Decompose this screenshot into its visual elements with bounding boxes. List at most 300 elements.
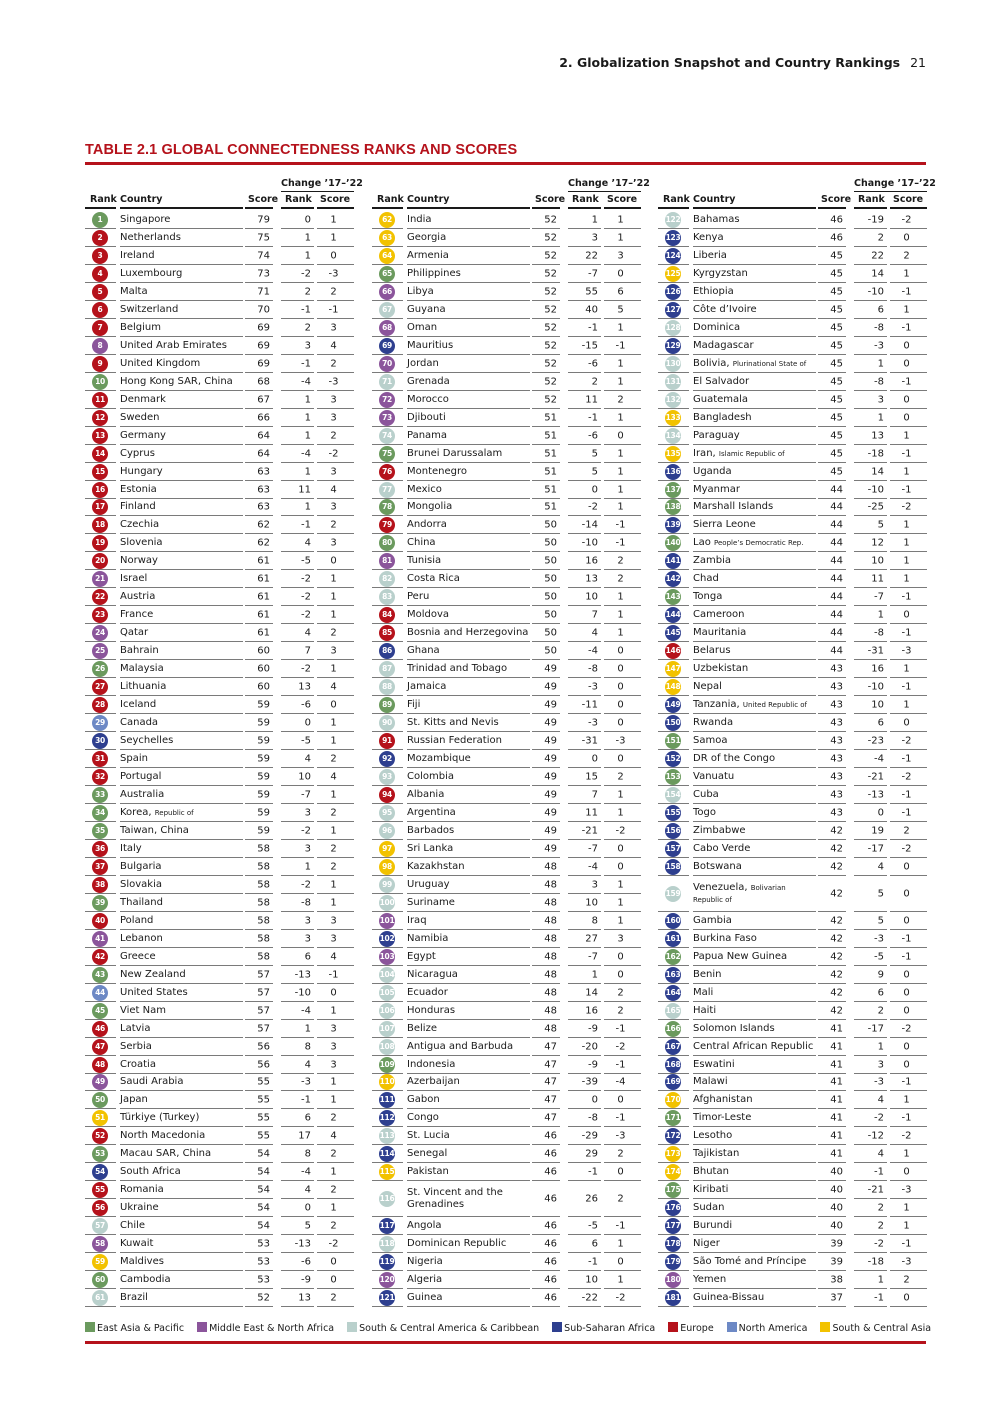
score-value: 52 [544, 286, 557, 298]
table-row [372, 283, 641, 301]
table-row [85, 211, 354, 229]
score-change-value: 1 [330, 897, 337, 909]
country-name: Antigua and Barbuda [407, 1040, 514, 1052]
score-change-value: 1 [330, 573, 337, 585]
score-change-value: 1 [617, 232, 624, 244]
rank-badge: 20 [92, 553, 108, 569]
country-name: Pakistan [407, 1166, 449, 1178]
country-name: France [120, 609, 154, 621]
country-name: Slovakia [120, 878, 162, 890]
score-value: 49 [544, 753, 557, 765]
table-row [85, 714, 354, 732]
rank-change-value: 6 [304, 951, 311, 963]
score-value: 54 [257, 1184, 270, 1196]
rank-badge: 99 [379, 877, 395, 893]
rank-badge: 38 [92, 877, 108, 893]
score-change-value: 1 [330, 214, 337, 226]
rank-change-value: -10 [294, 987, 311, 999]
score-change-value: 2 [903, 1274, 910, 1286]
score-value: 71 [257, 286, 270, 298]
score-change-value: 1 [617, 915, 624, 927]
rank-change-value: 1 [304, 501, 311, 513]
score-change-value: 0 [903, 1059, 910, 1071]
score-value: 59 [257, 699, 270, 711]
rank-change-value: 0 [304, 1202, 311, 1214]
table-row [372, 894, 641, 912]
table-row [372, 391, 641, 409]
rank-badge: 173 [665, 1146, 681, 1162]
country-name: DR of the Congo [693, 753, 776, 765]
rank-badge: 155 [665, 805, 681, 821]
table-row [85, 319, 354, 337]
change-score-header: Score [320, 194, 351, 205]
country-header: Country [120, 194, 163, 205]
rank-change-value: 2 [877, 1005, 884, 1017]
country-name: Korea, Republic of [120, 806, 194, 818]
score-value: 41 [830, 1094, 843, 1106]
country-name: Cuba [693, 788, 719, 800]
country-name: Niger [693, 1238, 720, 1250]
table-row [658, 337, 927, 355]
rank-change-value: 3 [304, 843, 311, 855]
table-row [85, 1199, 354, 1217]
rank-badge: 47 [92, 1039, 108, 1055]
row-rule [317, 1306, 354, 1307]
table-row [85, 624, 354, 642]
country-name: India [407, 213, 432, 225]
score-change-value: -1 [901, 484, 912, 496]
country-name: Latvia [120, 1022, 151, 1034]
rank-change-value: -2 [301, 573, 311, 585]
score-value: 57 [257, 987, 270, 999]
score-value: 51 [544, 448, 557, 460]
rank-badge: 7 [92, 320, 108, 336]
rank-change-value: -21 [867, 1184, 884, 1196]
score-value: 55 [257, 1130, 270, 1142]
score-change-value: 2 [330, 1220, 337, 1232]
table-row [85, 930, 354, 948]
country-name: United Arab Emirates [120, 339, 228, 351]
score-change-value: 0 [903, 1166, 910, 1178]
country-name: Morocco [407, 393, 449, 405]
rank-change-value: 0 [591, 753, 598, 765]
country-name: Iran, Islamic Republic of [693, 447, 785, 459]
rank-badge: 177 [665, 1218, 681, 1234]
score-value: 47 [544, 1112, 557, 1124]
rank-badge: 110 [379, 1074, 395, 1090]
score-value: 45 [830, 412, 843, 424]
rank-change-value: 4 [304, 627, 311, 639]
rank-change-value: 2 [877, 1220, 884, 1232]
rank-badge: 118 [379, 1236, 395, 1252]
score-value: 61 [257, 591, 270, 603]
rank-badge: 170 [665, 1092, 681, 1108]
rank-change-value: 14 [585, 987, 598, 999]
rank-change-value: 3 [304, 340, 311, 352]
score-change-value: -3 [901, 1184, 912, 1196]
table-row [658, 714, 927, 732]
rank-badge: 27 [92, 679, 108, 695]
rank-change-value: -17 [867, 843, 884, 855]
table-row [85, 373, 354, 391]
country-name: Japan [120, 1094, 148, 1106]
score-value: 60 [257, 645, 270, 657]
table-row [372, 948, 641, 966]
rank-badge: 172 [665, 1128, 681, 1144]
table-row [658, 229, 927, 247]
score-value: 50 [544, 645, 557, 657]
score-change-value: 2 [617, 771, 624, 783]
rank-badge: 136 [665, 464, 681, 480]
score-change-value: -3 [615, 1130, 626, 1142]
rank-change-value: 4 [877, 1094, 884, 1106]
table-row [372, 373, 641, 391]
rank-change-value: 1 [304, 861, 311, 873]
score-value: 50 [544, 573, 557, 585]
country-name: Hong Kong SAR, China [120, 375, 233, 387]
rank-badge: 23 [92, 607, 108, 623]
rank-change-value: 1 [877, 609, 884, 621]
score-change-value: 1 [330, 663, 337, 675]
country-name: Vanuatu [693, 771, 735, 783]
rank-badge: 69 [379, 338, 395, 354]
rank-badge: 98 [379, 859, 395, 875]
rank-badge: 123 [665, 230, 681, 246]
rank-change-value: 1 [591, 969, 598, 981]
country-name: Seychelles [120, 735, 174, 747]
rank-change-value: -7 [874, 591, 884, 603]
rank-badge: 149 [665, 697, 681, 713]
score-change-value: 0 [330, 250, 337, 262]
score-value: 51 [544, 484, 557, 496]
rank-change-value: -12 [867, 1130, 884, 1142]
rank-badge: 116 [379, 1191, 395, 1207]
score-value: 49 [544, 699, 557, 711]
table-row [372, 1235, 641, 1253]
rank-change-value: -8 [588, 1112, 598, 1124]
country-name: Liberia [693, 249, 727, 261]
table-row [372, 1289, 641, 1307]
table-row [85, 1109, 354, 1127]
rank-change-value: -2 [301, 663, 311, 675]
country-name: Panama [407, 429, 448, 441]
rank-badge: 126 [665, 284, 681, 300]
score-value: 45 [830, 340, 843, 352]
score-value: 42 [830, 951, 843, 963]
score-change-value: 0 [903, 987, 910, 999]
rank-change-value: 1 [304, 232, 311, 244]
country-name: Guatemala [693, 393, 749, 405]
score-value: 49 [544, 717, 557, 729]
score-change-value: 0 [903, 609, 910, 621]
rank-change-value: -8 [301, 897, 311, 909]
table-row [85, 499, 354, 517]
table-row [658, 948, 927, 966]
score-value: 47 [544, 1059, 557, 1071]
table-row [658, 1289, 927, 1307]
rank-badge: 35 [92, 823, 108, 839]
rank-change-value: 26 [585, 1193, 598, 1205]
country-name: Czechia [120, 519, 160, 531]
row-rule [372, 1306, 403, 1307]
rank-change-value: -2 [874, 1112, 884, 1124]
score-value: 51 [544, 501, 557, 513]
score-change-value: 3 [330, 412, 337, 424]
rank-change-value: 10 [871, 699, 884, 711]
score-value: 75 [257, 232, 270, 244]
table-row [658, 552, 927, 570]
rank-badge: 107 [379, 1021, 395, 1037]
rank-badge: 120 [379, 1272, 395, 1288]
score-value: 45 [830, 322, 843, 334]
country-name: Lesotho [693, 1130, 733, 1142]
table-row [658, 499, 927, 517]
country-name: Djibouti [407, 411, 446, 423]
row-rule [890, 1306, 927, 1307]
score-change-value: 1 [903, 663, 910, 675]
table-row [658, 768, 927, 786]
rank-badge: 142 [665, 571, 681, 587]
score-value: 43 [830, 699, 843, 711]
score-value: 45 [830, 376, 843, 388]
rank-badge: 85 [379, 625, 395, 641]
score-value: 58 [257, 879, 270, 891]
rank-badge: 135 [665, 446, 681, 462]
table-row [85, 678, 354, 696]
rank-badge: 102 [379, 931, 395, 947]
country-name: Argentina [407, 806, 456, 818]
country-name: Barbados [407, 824, 455, 836]
table-row [85, 552, 354, 570]
country-name: Finland [120, 501, 156, 513]
score-change-value: 0 [903, 394, 910, 406]
change-rank-header: Rank [285, 194, 312, 205]
rank-change-value: 1 [304, 430, 311, 442]
score-header: Score [248, 194, 279, 205]
country-name: Kuwait [120, 1238, 154, 1250]
score-change-value: -2 [901, 843, 912, 855]
score-change-value: 2 [617, 1005, 624, 1017]
score-value: 59 [257, 789, 270, 801]
rank-change-value: 13 [298, 681, 311, 693]
score-change-value: 1 [330, 789, 337, 801]
rank-badge: 21 [92, 571, 108, 587]
score-value: 48 [544, 879, 557, 891]
country-name: Bosnia and Herzegovina [407, 627, 529, 639]
score-value: 58 [257, 915, 270, 927]
rank-change-value: 22 [871, 250, 884, 262]
score-change-value: 0 [617, 681, 624, 693]
score-value: 40 [830, 1220, 843, 1232]
table-row [658, 1253, 927, 1271]
country-name: St. Lucia [407, 1130, 450, 1142]
rank-change-value: 4 [877, 1148, 884, 1160]
country-qualifier: People’s Democratic Rep. [714, 539, 804, 548]
country-name: Guyana [407, 303, 446, 315]
score-change-value: 4 [330, 484, 337, 496]
score-change-value: 1 [330, 232, 337, 244]
table-row [372, 229, 641, 247]
score-value: 48 [544, 969, 557, 981]
rank-change-value: -2 [588, 501, 598, 513]
row-rule [854, 1306, 887, 1307]
rank-change-value: 1 [877, 412, 884, 424]
table-row [85, 301, 354, 319]
score-value: 69 [257, 322, 270, 334]
legend-label: South & Central Asia [832, 1323, 932, 1334]
table-header [658, 176, 936, 211]
country-header: Country [693, 194, 736, 205]
country-name: Burkina Faso [693, 932, 757, 944]
score-change-value: 1 [903, 1202, 910, 1214]
rank-badge: 111 [379, 1092, 395, 1108]
country-name: Gambia [693, 914, 732, 926]
table-row [658, 1217, 927, 1235]
score-change-value: 3 [330, 537, 337, 549]
rank-badge: 137 [665, 482, 681, 498]
rank-badge: 96 [379, 823, 395, 839]
row-rule [693, 1306, 816, 1307]
table-row [372, 1127, 641, 1145]
score-value: 46 [544, 1292, 557, 1304]
rank-change-value: 5 [591, 466, 598, 478]
rank-change-value: 3 [304, 933, 311, 945]
score-change-value: 0 [617, 1094, 624, 1106]
rank-change-value: -3 [588, 681, 598, 693]
score-value: 61 [257, 627, 270, 639]
rank-badge: 51 [92, 1110, 108, 1126]
rank-change-value: -2 [301, 879, 311, 891]
score-value: 55 [257, 1094, 270, 1106]
country-name: Bahamas [693, 213, 740, 225]
country-name: Ireland [120, 249, 155, 261]
score-change-value: 1 [330, 879, 337, 891]
legend-swatch [347, 1322, 357, 1332]
score-change-value: -1 [328, 969, 339, 981]
rank-badge: 36 [92, 841, 108, 857]
country-name: Malawi [693, 1076, 728, 1088]
score-value: 48 [544, 861, 557, 873]
rank-badge: 74 [379, 428, 395, 444]
score-change-value: 1 [617, 466, 624, 478]
country-name: Fiji [407, 699, 421, 711]
score-change-value: -1 [901, 933, 912, 945]
score-value: 48 [544, 915, 557, 927]
rank-badge: 2 [92, 230, 108, 246]
rank-badge: 122 [665, 212, 681, 228]
legend-swatch [552, 1322, 562, 1332]
rank-change-value: -18 [867, 1256, 884, 1268]
score-change-value: -1 [901, 807, 912, 819]
table-row [372, 319, 641, 337]
score-change-value: 0 [903, 1041, 910, 1053]
rank-badge: 53 [92, 1146, 108, 1162]
table-row [85, 732, 354, 750]
country-name: North Macedonia [120, 1130, 206, 1142]
rank-badge: 141 [665, 553, 681, 569]
rank-change-value: -3 [874, 340, 884, 352]
rank-change-value: 6 [591, 1238, 598, 1250]
rank-badge: 151 [665, 733, 681, 749]
country-name: Congo [407, 1112, 439, 1124]
score-change-value: 1 [330, 1005, 337, 1017]
table-row [85, 876, 354, 894]
rank-badge: 117 [379, 1218, 395, 1234]
score-value: 41 [830, 1148, 843, 1160]
rank-change-value: 4 [877, 861, 884, 873]
page-number: 21 [910, 55, 926, 70]
country-name: Yemen [693, 1274, 727, 1286]
score-value: 49 [544, 825, 557, 837]
country-name: Viet Nam [120, 1004, 167, 1016]
rank-change-value: 8 [591, 915, 598, 927]
rank-badge: 131 [665, 374, 681, 390]
score-value: 47 [544, 1094, 557, 1106]
score-change-value: 1 [903, 1148, 910, 1160]
rank-change-value: -4 [874, 753, 884, 765]
score-value: 45 [830, 250, 843, 262]
score-change-value: 1 [903, 1220, 910, 1232]
score-change-value: 4 [330, 771, 337, 783]
rank-change-value: -3 [874, 933, 884, 945]
header-underline [568, 207, 601, 209]
score-value: 41 [830, 1059, 843, 1071]
rank-badge: 115 [379, 1164, 395, 1180]
score-change-value: -1 [901, 789, 912, 801]
score-change-value: 1 [617, 789, 624, 801]
table-row [658, 1038, 927, 1056]
score-change-value: 1 [903, 430, 910, 442]
rank-badge: 94 [379, 787, 395, 803]
score-value: 59 [257, 753, 270, 765]
score-change-value: 2 [330, 358, 337, 370]
country-name: Taiwan, China [120, 824, 189, 836]
rank-change-value: -2 [301, 825, 311, 837]
rank-badge: 73 [379, 410, 395, 426]
table-row [658, 966, 927, 984]
table-row [372, 570, 641, 588]
score-value: 45 [830, 268, 843, 280]
table-row [658, 247, 927, 265]
score-value: 48 [544, 1023, 557, 1035]
rank-badge: 87 [379, 661, 395, 677]
legend-swatch [197, 1322, 207, 1332]
score-change-value: -2 [901, 1023, 912, 1035]
country-name: Singapore [120, 213, 171, 225]
header-underline [120, 207, 243, 209]
table-column-1 [85, 176, 363, 1307]
rank-change-value: 15 [585, 771, 598, 783]
score-value: 50 [544, 537, 557, 549]
table-row [85, 822, 354, 840]
score-value: 44 [830, 501, 843, 513]
legend-item [197, 1322, 334, 1334]
score-change-value: 0 [903, 412, 910, 424]
score-change-value: -1 [901, 951, 912, 963]
country-name: Slovenia [120, 537, 163, 549]
rank-badge: 179 [665, 1254, 681, 1270]
score-change-value: 1 [903, 699, 910, 711]
score-change-value: 1 [617, 897, 624, 909]
rank-badge: 30 [92, 733, 108, 749]
country-name: Cambodia [120, 1274, 171, 1286]
rank-badge: 138 [665, 499, 681, 515]
score-change-value: 0 [617, 699, 624, 711]
score-change-value: 2 [330, 861, 337, 873]
rank-change-value: -4 [301, 1166, 311, 1178]
rank-badge: 33 [92, 787, 108, 803]
score-change-value: 3 [330, 1041, 337, 1053]
